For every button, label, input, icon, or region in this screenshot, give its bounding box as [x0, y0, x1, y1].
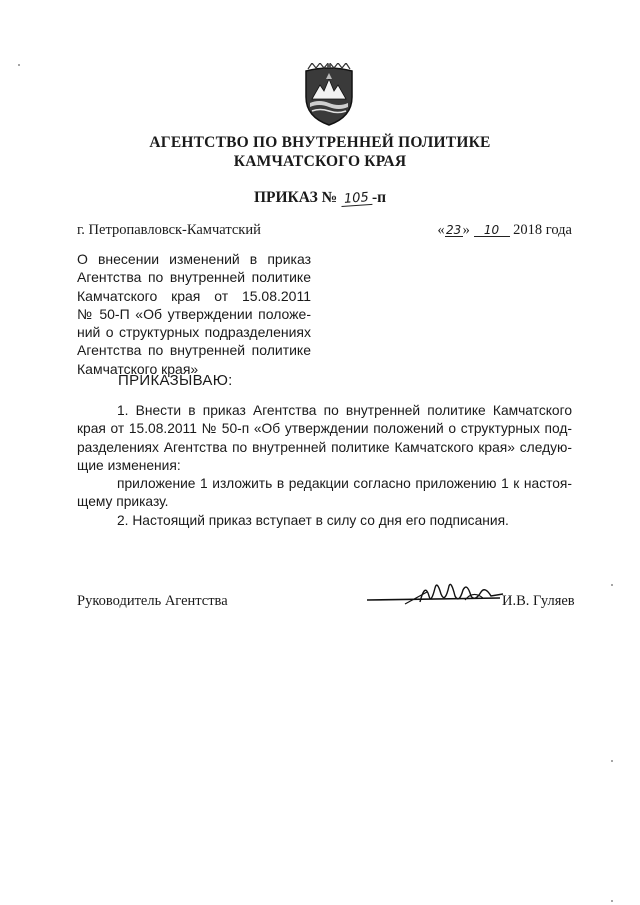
- subject-line: № 50-П «Об утверждении положе-: [77, 305, 311, 322]
- date-open-quote: «: [437, 222, 445, 238]
- date-day: 23: [446, 223, 462, 237]
- signatory-name: И.В. Гуляев: [502, 593, 575, 609]
- body-line: приложение 1 изложить в редакции согласно приложению 1 к настоя-: [117, 476, 572, 492]
- subject-line: О внесении изменений в приказ: [77, 251, 311, 267]
- order-body: [77, 402, 572, 530]
- signatory-role: Руководитель Агентства: [77, 593, 228, 609]
- scan-speck: [611, 760, 613, 762]
- body-line: щие изменения:: [77, 457, 181, 473]
- order-prefix: ПРИКАЗ №: [253, 189, 338, 206]
- order-subject: [77, 250, 311, 378]
- subject-line: Агентства по внутренней политике: [77, 342, 311, 359]
- body-line: разделениях Агентства по внутренней политике Камчатского края» следую-: [77, 439, 572, 455]
- order-title: [0, 189, 640, 207]
- agency-name-line-2: КАМЧАТСКОГО КРАЯ: [233, 153, 407, 170]
- decree-word: ПРИКАЗЫВАЮ:: [118, 372, 233, 389]
- body-line: щему приказу.: [77, 494, 169, 510]
- date-close-quote: »: [462, 222, 470, 238]
- subject-line: Камчатского края»: [77, 360, 199, 377]
- order-suffix: -п: [371, 189, 387, 206]
- subject-line: Агентства по внутренней политике: [77, 269, 311, 286]
- scan-speck: [611, 584, 613, 586]
- agency-name-line-1: АГЕНТСТВО ПО ВНУТРЕННЕЙ ПОЛИТИКЕ: [149, 134, 491, 151]
- place-of-issue: г. Петропавловск-Камчатский: [77, 222, 261, 238]
- scan-speck: [18, 64, 20, 66]
- subject-line: ний о структурных подразделениях: [77, 324, 311, 341]
- order-number: 105: [341, 191, 373, 207]
- body-line: 2. Настоящий приказ вступает в силу со дня его подписания.: [117, 512, 509, 528]
- date-month: 10: [474, 224, 510, 237]
- body-line: 1. Внести в приказ Агентства по внутренней политике Камчатского: [117, 403, 572, 418]
- coat-of-arms-emblem: [300, 63, 358, 127]
- scan-speck: [611, 900, 613, 902]
- date-year: 2018 года: [513, 222, 572, 238]
- handwritten-signature: [365, 578, 515, 610]
- order-date: [437, 222, 572, 239]
- subject-line: Камчатского края от 15.08.2011: [77, 287, 311, 304]
- body-line: края от 15.08.2011 № 50-п «Об утверждении положений о структурных под-: [77, 421, 572, 437]
